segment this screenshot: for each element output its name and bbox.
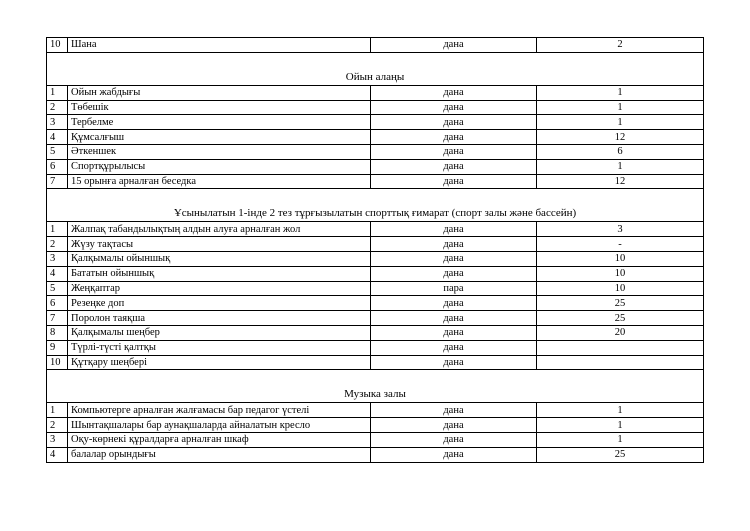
equipment-table-body	[47, 38, 704, 463]
row-number: 4	[47, 130, 68, 145]
table-row	[47, 432, 704, 447]
row-number: 6	[47, 296, 68, 311]
item-name: Оқу-көрнекі құралдарға арналған шкаф	[68, 432, 371, 447]
equipment-table	[46, 37, 704, 463]
item-quantity: 6	[537, 144, 704, 159]
row-number: 1	[47, 403, 68, 418]
item-name: Бататын ойыншық	[68, 266, 371, 281]
item-unit: дана	[371, 311, 537, 326]
table-row	[47, 237, 704, 252]
item-name: 15 орынға арналған беседка	[68, 174, 371, 189]
row-number: 2	[47, 100, 68, 115]
item-name: Жалпақ табандылықтың алдын алуға арналған жол	[68, 222, 371, 237]
row-number: 5	[47, 144, 68, 159]
row-number: 4	[47, 447, 68, 462]
row-number: 3	[47, 432, 68, 447]
item-quantity: 1	[537, 403, 704, 418]
row-number: 4	[47, 266, 68, 281]
item-quantity: 12	[537, 130, 704, 145]
item-name: Құтқару шеңбері	[68, 355, 371, 370]
row-number: 10	[47, 355, 68, 370]
row-number: 9	[47, 340, 68, 355]
table-row	[47, 38, 704, 53]
item-quantity: 12	[537, 174, 704, 189]
row-number: 7	[47, 311, 68, 326]
item-name: Тербелме	[68, 115, 371, 130]
item-name: Компьютерге арналған жалғамасы бар педагог үстелі	[68, 403, 371, 418]
table-row	[47, 174, 704, 189]
item-unit: дана	[371, 100, 537, 115]
row-number: 3	[47, 251, 68, 266]
item-unit: дана	[371, 38, 537, 53]
row-number: 3	[47, 115, 68, 130]
item-quantity: -	[537, 237, 704, 252]
item-unit: дана	[371, 418, 537, 433]
item-unit: дана	[371, 144, 537, 159]
item-name: балалар орындығы	[68, 447, 371, 462]
table-row	[47, 403, 704, 418]
section-header-row	[47, 370, 704, 403]
item-unit: дана	[371, 115, 537, 130]
table-row	[47, 222, 704, 237]
section-header-row	[47, 52, 704, 85]
item-name: Қалқымалы ойыншық	[68, 251, 371, 266]
item-name: Қалқымалы шеңбер	[68, 325, 371, 340]
table-row	[47, 144, 704, 159]
item-unit: дана	[371, 251, 537, 266]
table-row	[47, 85, 704, 100]
table-row	[47, 311, 704, 326]
item-quantity: 1	[537, 418, 704, 433]
item-unit: дана	[371, 432, 537, 447]
item-quantity: 3	[537, 222, 704, 237]
table-row	[47, 266, 704, 281]
item-name: Түрлі-түсті қалтқы	[68, 340, 371, 355]
item-quantity: 2	[537, 38, 704, 53]
table-row	[47, 100, 704, 115]
item-quantity: 10	[537, 266, 704, 281]
item-unit: дана	[371, 340, 537, 355]
table-row	[47, 281, 704, 296]
section-title: Музыка залы	[47, 370, 704, 403]
item-quantity: 10	[537, 281, 704, 296]
item-quantity: 25	[537, 311, 704, 326]
item-unit: дана	[371, 237, 537, 252]
item-unit: дана	[371, 174, 537, 189]
item-unit: дана	[371, 85, 537, 100]
row-number: 10	[47, 38, 68, 53]
item-name: Әткеншек	[68, 144, 371, 159]
section-title: Ұсынылатын 1-інде 2 тез тұрғызылатын спорттық ғимарат (спорт залы және бассейн)	[47, 189, 704, 222]
item-name: Жеңқаптар	[68, 281, 371, 296]
item-name: Құмсалғыш	[68, 130, 371, 145]
section-title: Ойын алаңы	[47, 52, 704, 85]
item-quantity: 1	[537, 100, 704, 115]
item-quantity	[537, 355, 704, 370]
item-unit: дана	[371, 325, 537, 340]
item-unit: дана	[371, 159, 537, 174]
table-row	[47, 296, 704, 311]
row-number: 2	[47, 418, 68, 433]
item-unit: дана	[371, 296, 537, 311]
item-quantity: 1	[537, 85, 704, 100]
item-name: Поролон таяқша	[68, 311, 371, 326]
item-name: Резеңке доп	[68, 296, 371, 311]
table-row	[47, 325, 704, 340]
item-quantity: 25	[537, 296, 704, 311]
item-name: Спортқұрылысы	[68, 159, 371, 174]
row-number: 7	[47, 174, 68, 189]
item-unit: дана	[371, 266, 537, 281]
item-name: Төбешік	[68, 100, 371, 115]
row-number: 5	[47, 281, 68, 296]
table-row	[47, 251, 704, 266]
item-name: Шана	[68, 38, 371, 53]
table-row	[47, 355, 704, 370]
item-unit: дана	[371, 447, 537, 462]
item-quantity: 1	[537, 115, 704, 130]
section-header-row	[47, 189, 704, 222]
table-row	[47, 130, 704, 145]
item-unit: пара	[371, 281, 537, 296]
row-number: 1	[47, 85, 68, 100]
table-row	[47, 418, 704, 433]
item-quantity: 25	[537, 447, 704, 462]
item-quantity: 1	[537, 159, 704, 174]
item-unit: дана	[371, 355, 537, 370]
item-name: Ойын жабдығы	[68, 85, 371, 100]
item-quantity: 10	[537, 251, 704, 266]
table-row	[47, 115, 704, 130]
item-name: Шынтақшалары бар аунақшаларда айналатын кресло	[68, 418, 371, 433]
table-row	[47, 447, 704, 462]
row-number: 8	[47, 325, 68, 340]
item-unit: дана	[371, 222, 537, 237]
item-quantity: 20	[537, 325, 704, 340]
row-number: 2	[47, 237, 68, 252]
item-name: Жүзу тақтасы	[68, 237, 371, 252]
table-row	[47, 159, 704, 174]
item-unit: дана	[371, 130, 537, 145]
row-number: 1	[47, 222, 68, 237]
row-number: 6	[47, 159, 68, 174]
table-row	[47, 340, 704, 355]
item-quantity: 1	[537, 432, 704, 447]
item-unit: дана	[371, 403, 537, 418]
item-quantity	[537, 340, 704, 355]
